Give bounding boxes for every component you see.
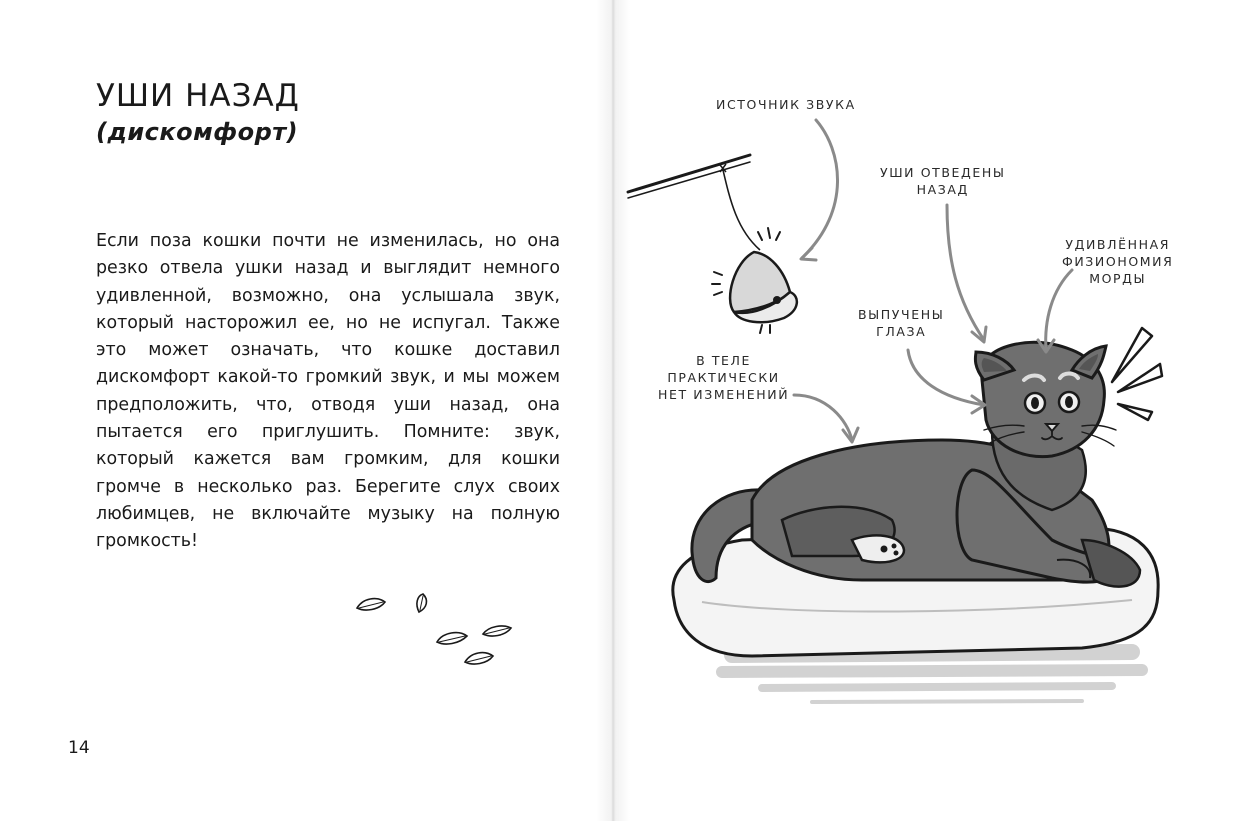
page-title: УШИ НАЗАД [96,78,300,114]
cat-hind-paw [852,535,904,562]
cat-illustration [612,0,1234,821]
label-surprised-face: УДИВЛЁННАЯ ФИЗИОНОМИЯ МОРДЫ [1062,237,1174,286]
bell-toy [628,155,797,333]
body-paragraph: Если поза кошки почти не изменилась, но она резко отвела ушки назад и выглядит немного удивленной, возможно, она услышала звук, который насторожил ее, но не испугал. Также это может означать, что кошке доставил дискомфорт какой-то громкий звук, и мы можем предположить, что, отводя уши назад, она пытается его приглушить. Помните: звук, который кажется вам громким, для кошки громче в несколько раз. Берегите слух своих любимцев, не включайте музыку на полную громкость! [96,231,560,552]
page-subtitle: (дискомфорт) [96,118,299,146]
floor-shadow [722,652,1142,702]
label-sound-source: ИСТОЧНИК ЗВУКА [716,97,856,112]
left-page [0,0,612,821]
surprise-marks [1112,328,1162,420]
label-body-unchanged: В ТЕЛЕ ПРАКТИЧЕСКИ НЕТ ИЗМЕНЕНИЙ [658,353,790,402]
label-bulging-eyes: ВЫПУЧЕНЫ ГЛАЗА [858,307,945,339]
page-number: 14 [68,738,90,758]
falling-leaves-illustration [345,590,525,670]
label-ears-back: УШИ ОТВЕДЕНЫ НАЗАД [880,165,1006,197]
